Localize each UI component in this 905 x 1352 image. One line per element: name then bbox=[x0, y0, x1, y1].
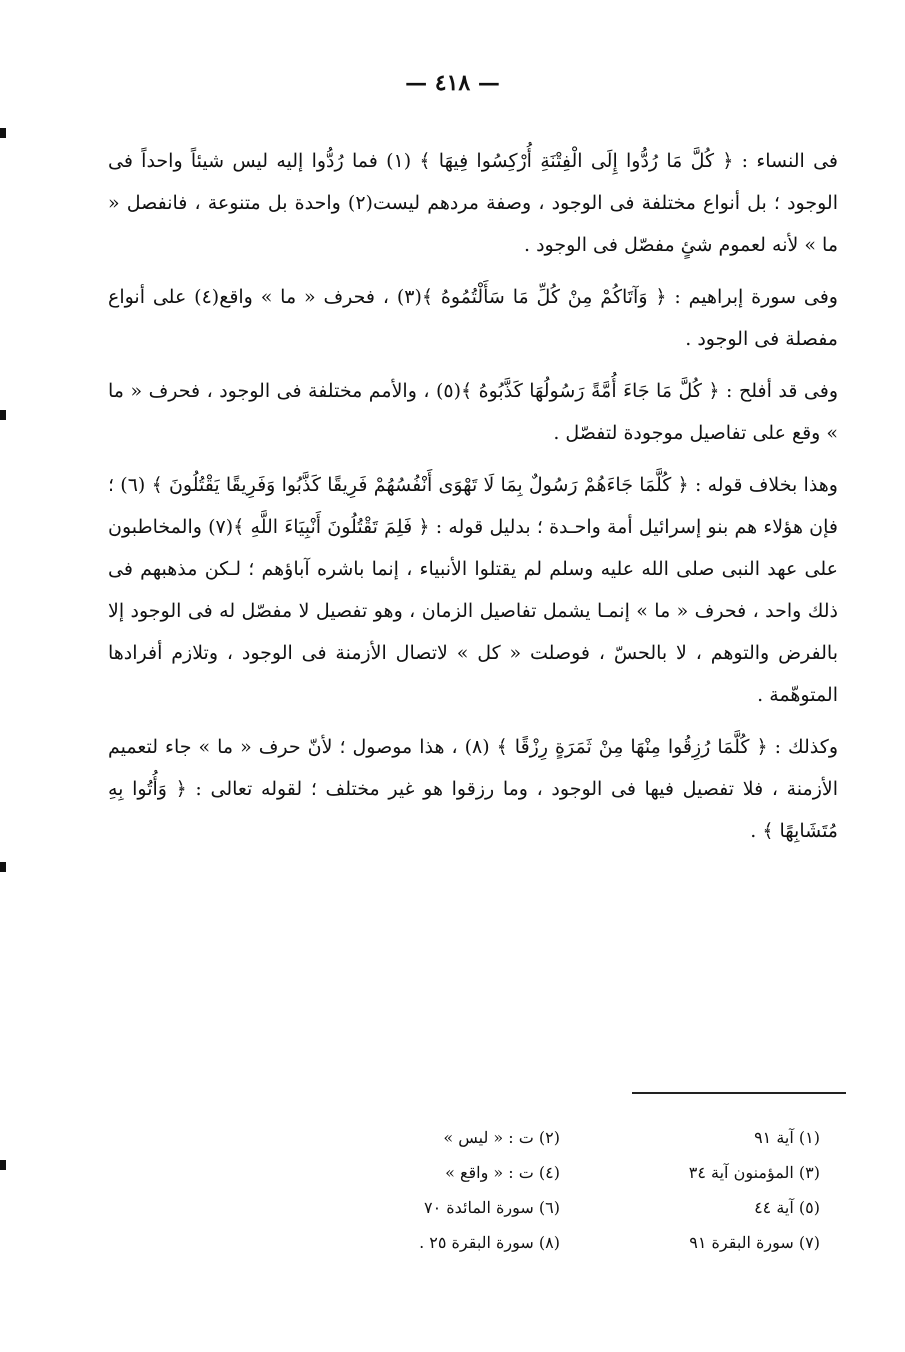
footnote: (٣) المؤمنون آية ٣٤ bbox=[688, 1163, 820, 1182]
footnote-row bbox=[300, 1225, 820, 1260]
footnote-row bbox=[300, 1190, 820, 1225]
footnote-divider bbox=[632, 1092, 846, 1094]
footnote: (٦) سورة المائدة ٧٠ bbox=[424, 1198, 560, 1217]
page-number: — ٤١٨ — bbox=[405, 70, 500, 96]
paragraph: وفى قد أفلح : ﴿ كُلَّ مَا جَاءَ أُمَّةً رَسُولُهَا كَذَّبُوهُ ﴾(٥) ، والأمم مختلفة فى الوجود ، فحرف « ما » وقع على تفاصيل موجودة لتفصّل . bbox=[108, 380, 838, 444]
footnote-row bbox=[300, 1120, 820, 1155]
scan-margin-mark bbox=[0, 128, 6, 138]
paragraph: وفى سورة إبراهيم : ﴿ وَآتَاكُمْ مِنْ كُلِّ مَا سَأَلْتُمُوهُ ﴾(٣) ، فحرف « ما » واقع(٤) على أنواع مفصلة فى الوجود . bbox=[108, 286, 838, 350]
footnote: (٥) آية ٤٤ bbox=[754, 1198, 820, 1217]
footnote: (٧) سورة البقرة ٩١ bbox=[689, 1233, 820, 1252]
footnote: (٨) سورة البقرة ٢٥ . bbox=[419, 1233, 560, 1252]
scan-margin-mark bbox=[0, 410, 6, 420]
footnotes bbox=[300, 1120, 820, 1260]
paragraph: وكذلك : ﴿ كُلَّمَا رُزِقُوا مِنْهَا مِنْ ثَمَرَةٍ رِزْقًا ﴾ (٨) ، هذا موصول ؛ لأنّ حرف « ما » جاء لتعميم الأزمنة ، فلا تفصيل فيها فى الوجود ، وما رزقوا هو غير مختلف ؛ لقوله تعالى : ﴿ وَأُتُوا بِهِ مُتَشَابِهًا ﴾ . bbox=[108, 736, 838, 842]
scan-margin-mark bbox=[0, 862, 6, 872]
footnote: (٤) ت : « واقع » bbox=[445, 1163, 560, 1182]
footnote: (٢) ت : « ليس » bbox=[443, 1128, 560, 1147]
scan-margin-mark bbox=[0, 1160, 6, 1170]
footnote-row bbox=[300, 1155, 820, 1190]
footnote: (١) آية ٩١ bbox=[754, 1128, 820, 1147]
paragraph: وهذا بخلاف قوله : ﴿ كُلَّمَا جَاءَهُمْ رَسُولٌ بِمَا لَا تَهْوَى أَنْفُسُهُمْ فَرِيقًا كَذَّبُوا وَفَرِيقًا يَقْتُلُونَ ﴾ (٦) ؛ فإن هؤلاء هم بنو إسرائيل أمة واحـدة ؛ بدليل قوله : ﴿ فَلِمَ تَقْتُلُونَ أَنْبِيَاءَ اللَّهِ ﴾(٧) والمخاطبون على عهد النبى صلى الله عليه وسلم لم يقتلوا الأنبياء ، إنما باشره آباؤهم ؛ لـكن مذهبهم فى ذلك واحد ، فحرف « ما » إنمـا يشمل تفاصيل الزمان ، وهو تفصيل لا مفصّل له فى الوجود إلا بالفرض والتوهم ، لا بالحسّ ، فوصلت « كل » لاتصال الأزمنة فى الوجود ، وتلازم أفرادها المتوهّمة . bbox=[108, 474, 839, 706]
body-text bbox=[108, 140, 838, 862]
paragraph: فى النساء : ﴿ كُلَّ مَا رُدُّوا إِلَى الْفِتْنَةِ أُرْكِسُوا فِيهَا ﴾ (١) فما رُدُّوا إليه ليس شيئاً واحداً فى الوجود ؛ بل أنواع مختلفة فى الوجود ، وصفة مردهم ليست(٢) واحدة بل متنوعة ، فانفصل « ما » لأنه لعموم شئٍ مفصّل فى الوجود . bbox=[108, 150, 838, 256]
